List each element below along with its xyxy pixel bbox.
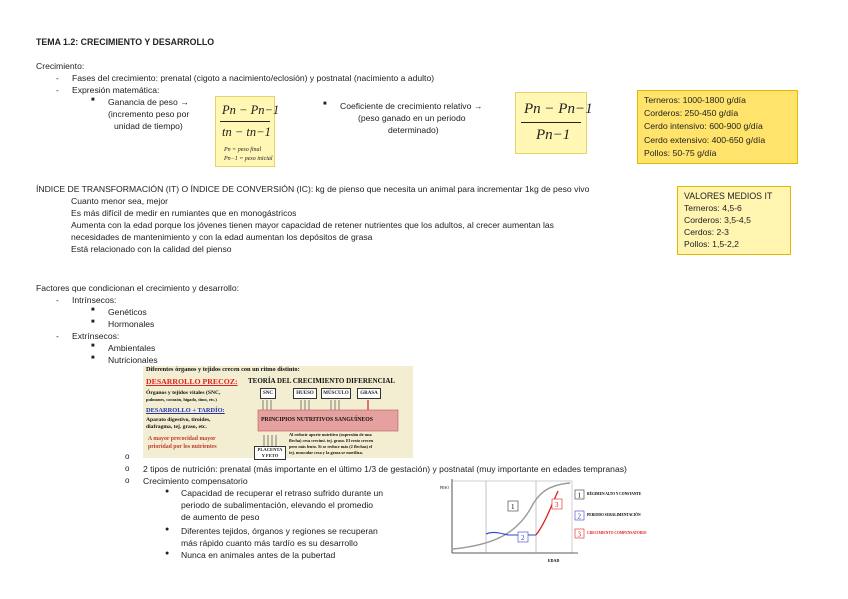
comp-text: Capacidad de recuperar el retraso sufrido durante un [181, 488, 384, 498]
coeficiente-line1: Coeficiente de crecimiento relativo → [340, 101, 483, 111]
nota-line: flecha) cesa crecimi. tej. graso. El resto crecen [289, 438, 373, 443]
extr-item: Ambientales [108, 343, 156, 353]
bullet-icon: ■ [91, 307, 95, 313]
formula-coeficiente [515, 92, 593, 154]
intr-item: Genéticos [108, 307, 147, 317]
coeficiente-line2: (peso ganado en un periodo [358, 113, 466, 123]
y-axis-label-text: PESO [440, 486, 449, 490]
extr-item: Nutricionales [108, 355, 158, 365]
expresion-text: Expresión matemática: [72, 85, 160, 95]
mayor-text: A mayor precocidad mayor [148, 436, 216, 442]
legend-number-1: 1 [577, 491, 581, 500]
comp-text: más rápido cuanto más tardío es su desarrollo [181, 538, 358, 548]
factores-heading: Factores que condicionan el crecimiento y desarrollo: [36, 283, 240, 293]
comp-text: de aumento de peso [181, 512, 260, 522]
formula-denominator: tn − tn−1 [222, 125, 271, 139]
placenta-text: Y FETO [261, 452, 279, 458]
dot-bullet-icon: ● [165, 488, 170, 495]
tardio-label: DESARROLLO + TARDÍO: [146, 407, 225, 414]
ganancias-box [637, 90, 798, 164]
ganancia-item: Corderos: 250-450 g/día [644, 108, 739, 119]
bullet-icon: ■ [91, 355, 95, 361]
nota-line: pero más lento. Si se reduce más (2 flechas) el [289, 444, 373, 449]
chart-plot-area [452, 481, 572, 553]
precoz-label: DESARROLLO PRECOZ: [146, 377, 238, 386]
nutricion-line: 2 tipos de nutrición: prenatal (más importante en el último 1/3 de gestación) y postnatal (muy importante en edades tempranas) [143, 464, 627, 474]
box-hueso: HUESO [293, 388, 317, 399]
bullet-icon: ■ [323, 101, 327, 107]
tardio-text: diafragma, tej. graso, etc. [146, 424, 207, 430]
ganancia-line3: unidad de tiempo) [114, 121, 183, 131]
precoz-text: Órganos y tejidos vitales (SNC, [146, 390, 221, 396]
it-item: Corderos: 3,5-4,5 [684, 215, 751, 225]
dot-bullet-icon: ● [165, 550, 170, 557]
legend-label-2: PERIODO SUBALIMENTACIÓN [587, 513, 641, 517]
figure-crecimiento-diferencial [143, 366, 413, 458]
formula-notes [215, 146, 275, 167]
ganancia-line2: (incremento peso por [108, 109, 190, 119]
legend-number-2: 2 [577, 512, 581, 521]
bullet-icon: ■ [91, 97, 95, 103]
formula-ganancia [215, 96, 280, 148]
note-peso-final: Pn = peso final [224, 147, 262, 153]
dot-bullet-icon: ● [165, 526, 170, 533]
circle-bullet-icon: o [125, 476, 130, 485]
fases-text: Fases del crecimiento: prenatal (cigoto a nacimiento/eclosión) y postnatal (nacimiento a adulto) [72, 73, 435, 83]
circle-bullet-icon: o [125, 452, 130, 461]
y-axis-label [440, 486, 449, 490]
tardio-text: Aparato digestivo, tiroides, [146, 417, 211, 423]
circle-bullet-icon: o [125, 464, 130, 473]
it-item: Pollos: 1,5-2,2 [684, 239, 739, 249]
indice-heading: ÍNDICE DE TRANSFORMACIÓN (IT) O ÍNDICE DE CONVERSIÓN (IC): kg de pienso que necesita un animal para incrementar 1kg de peso vivo [36, 184, 590, 194]
principios-label: PRINCIPIOS NUTRITIVOS SANGUÍNEOS [261, 417, 373, 423]
teoria-title: TEORÍA DEL CRECIMIENTO DIFERENCIAL [248, 377, 396, 385]
comp-text: Nunca en animales antes de la pubertad [181, 550, 336, 560]
dash: - [56, 331, 59, 341]
crecimiento-heading: Crecimiento: [36, 61, 85, 71]
indice-line: Cuanto menor sea, mejor [71, 196, 168, 206]
it-item: Terneros: 4,5-6 [684, 203, 742, 213]
figure-top-text: Diferentes órganos y tejidos crecen con un ritmo distinto: [146, 366, 300, 373]
comp-text: Diferentes tejidos, órganos y regiones se recuperan [181, 526, 378, 536]
indice-line: necesidades de mantenimiento y con la edad aumentan los depósitos de grasa [71, 232, 373, 242]
indice-line: Es más difícil de medir en rumiantes que en monogástricos [71, 208, 297, 218]
compensatory-growth-chart [438, 479, 658, 565]
box-grasa: GRASA [357, 388, 381, 399]
it-box-title: VALORES MEDIOS IT [684, 191, 773, 201]
dash: - [56, 85, 59, 95]
placenta-text: PLACENTA [257, 447, 283, 452]
x-axis-label: EDAD [548, 558, 560, 563]
formula-denominator: Pn−1 [536, 127, 571, 143]
bullet-icon: ■ [91, 343, 95, 349]
marker-1: 1 [511, 503, 515, 511]
extrinsecos-label: Extrínsecos: [72, 331, 120, 341]
page-title: TEMA 1.2: CRECIMIENTO Y DESARROLLO [36, 37, 215, 47]
nota-line: Al reducir aporte nutritivo (supresión de una [289, 432, 372, 437]
comp-text: periodo de subalimentación, elevando el promedio [181, 500, 374, 510]
it-item: Cerdos: 2-3 [684, 227, 729, 237]
ganancia-item: Cerdo intensivo: 600-900 g/día [644, 121, 763, 132]
dash: - [56, 295, 59, 305]
fraction-line [521, 122, 581, 123]
box-musculo: MÚSCULO [321, 388, 351, 399]
precoz-text: pulmones, corazón, hígado, timo, etc.) [146, 397, 217, 402]
mayor-text: prioridad por los nutrientes [148, 444, 217, 450]
note-peso-inicial: Pn−1 = peso inicial [224, 156, 273, 162]
legend-number-3: 3 [577, 530, 581, 539]
formula-numerator: Pn − Pn−1 [524, 101, 593, 117]
intrinsecos-label: Intrínsecos: [72, 295, 117, 305]
marker-3: 3 [555, 501, 559, 509]
legend-label-3: CRECIMIENTO COMPENSATORIO [587, 531, 647, 535]
it-box [677, 186, 791, 255]
intr-item: Hormonales [108, 319, 155, 329]
box-snc: SNC [260, 388, 276, 399]
ganancia-item: Terneros: 1000-1800 g/día [644, 95, 746, 105]
ganancia-item: Pollos: 50-75 g/día [644, 147, 717, 158]
dash: - [56, 73, 59, 83]
placenta-box [254, 446, 286, 460]
ganancia-line1: Ganancia de peso → [108, 97, 189, 107]
nota-line: tej. muscular cesa y la grasa se moviliza. [289, 450, 363, 455]
marker-2: 2 [521, 534, 525, 542]
ganancia-item: Cerdo extensivo: 400-650 g/día [644, 134, 766, 145]
legend-label-1: RÉGIMEN ALTO Y CONSTANTE [587, 492, 642, 496]
fraction-line [220, 121, 270, 122]
coeficiente-line3: determinado) [388, 125, 439, 135]
formula-numerator: Pn − Pn−1 [222, 103, 280, 117]
indice-line: Aumenta con la edad porque los jóvenes tienen mayor capacidad de retener nutrientes que los adultos, al crecer aumentan las [71, 220, 554, 230]
compensatorio-label: Crecimiento compensatorio [143, 476, 248, 486]
bullet-icon: ■ [91, 319, 95, 325]
indice-line: Está relacionado con la calidad del pienso [71, 244, 232, 254]
